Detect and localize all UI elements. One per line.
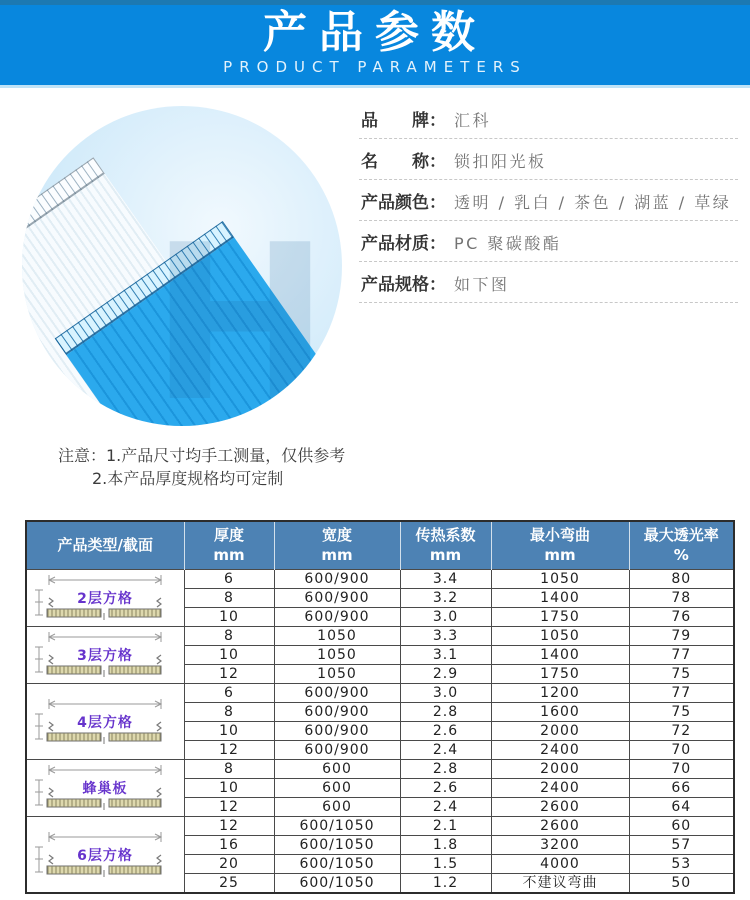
col-header-unit: mm (321, 545, 353, 564)
info-row-material (359, 221, 738, 262)
table-body (26, 570, 734, 894)
table-cell: 8 (184, 627, 274, 646)
table-cell: 3.0 (400, 608, 491, 627)
table-cell: 50 (629, 874, 734, 894)
col-header-thickness (184, 521, 274, 570)
col-header-label: 最大透光率 (643, 526, 719, 544)
product-image (0, 92, 355, 432)
note (58, 444, 750, 490)
table-cell: 600/900 (274, 589, 400, 608)
table-cell: 8 (184, 589, 274, 608)
table-cell: 10 (184, 646, 274, 665)
table-cell: 3.0 (400, 684, 491, 703)
table-cell: 2600 (491, 798, 629, 817)
table-cell: 10 (184, 608, 274, 627)
table-cell: 600/900 (274, 570, 400, 589)
info-value: PC 聚碳酸酯 (454, 234, 562, 253)
table-cell: 不建议弯曲 (491, 874, 629, 894)
col-header-heat-transfer (400, 521, 491, 570)
table-row (26, 627, 734, 646)
col-header-label: 产品类型/截面 (57, 535, 153, 554)
table-row (26, 817, 734, 836)
table-cell: 600/1050 (274, 855, 400, 874)
table-cell: 600/900 (274, 703, 400, 722)
table-cell: 60 (629, 817, 734, 836)
table-cell: 2.9 (400, 665, 491, 684)
table-cell: 1050 (491, 627, 629, 646)
watermark-letter: H (150, 198, 330, 426)
table-cell: 10 (184, 722, 274, 741)
section-diagram-icon (31, 630, 179, 680)
table-cell: 1050 (274, 646, 400, 665)
table-header-row (26, 521, 734, 570)
svg-text:蜂巢板: 蜂巢板 (82, 781, 128, 797)
table-cell: 1.5 (400, 855, 491, 874)
page-title: 产品参数 (263, 7, 487, 58)
table-cell: 2.6 (400, 779, 491, 798)
table-cell: 76 (629, 608, 734, 627)
banner (0, 0, 750, 88)
col-header-label: 传热系数 (415, 526, 476, 544)
info-value: 锁扣阳光板 (454, 152, 547, 171)
product-section (0, 88, 750, 432)
col-header-min-bend (491, 521, 629, 570)
table-cell: 3.2 (400, 589, 491, 608)
info-value: 透明 / 乳白 / 茶色 / 湖蓝 / 草绿 (454, 193, 732, 212)
table-cell: 64 (629, 798, 734, 817)
col-header-label: 厚度 (213, 526, 244, 544)
table-cell: 80 (629, 570, 734, 589)
info-row-spec (359, 262, 738, 303)
table-cell: 2000 (491, 760, 629, 779)
table-cell: 1750 (491, 665, 629, 684)
col-header-label: 宽度 (321, 526, 352, 544)
svg-text:6层方格: 6层方格 (77, 847, 134, 864)
section-cell-1 (26, 627, 184, 684)
table-cell: 1050 (491, 570, 629, 589)
table-cell: 2400 (491, 741, 629, 760)
page-subtitle: PRODUCT PARAMETERS (223, 58, 527, 76)
info-label: 产品颜色： (361, 193, 446, 213)
table-cell: 12 (184, 817, 274, 836)
table-cell: 600/900 (274, 608, 400, 627)
table-cell: 57 (629, 836, 734, 855)
col-header-unit: mm (544, 545, 576, 564)
table-row (26, 684, 734, 703)
table-cell: 66 (629, 779, 734, 798)
section-diagram-icon (31, 573, 179, 623)
table-cell: 8 (184, 703, 274, 722)
table-cell: 16 (184, 836, 274, 855)
table-cell: 600/1050 (274, 874, 400, 894)
note-line-1: 注意：1.产品尺寸均手工测量，仅供参考 (58, 446, 346, 465)
table-cell: 2400 (491, 779, 629, 798)
table-cell: 1600 (491, 703, 629, 722)
table-cell: 600/900 (274, 722, 400, 741)
info-label: 品 牌： (361, 111, 446, 131)
col-header-width (274, 521, 400, 570)
col-header-max-light (629, 521, 734, 570)
section-cell-3 (26, 760, 184, 817)
note-line-2: 2.本产品厚度规格均可定制 (92, 469, 284, 488)
section-diagram-icon (31, 830, 179, 880)
table-cell: 1.2 (400, 874, 491, 894)
col-header-unit: % (673, 545, 689, 564)
table-cell: 2.1 (400, 817, 491, 836)
table-cell: 600/1050 (274, 817, 400, 836)
table-cell: 600 (274, 779, 400, 798)
section-cell-0 (26, 570, 184, 627)
table-cell: 2000 (491, 722, 629, 741)
table-cell: 25 (184, 874, 274, 894)
table-cell: 600/900 (274, 741, 400, 760)
table-cell: 600 (274, 798, 400, 817)
info-row-color (359, 180, 738, 221)
table-cell: 4000 (491, 855, 629, 874)
col-header-type (26, 521, 184, 570)
table-cell: 1200 (491, 684, 629, 703)
table-cell: 2.4 (400, 741, 491, 760)
section-diagram-icon (31, 763, 179, 813)
table-cell: 70 (629, 760, 734, 779)
table-cell: 75 (629, 703, 734, 722)
table-row (26, 760, 734, 779)
svg-text:3层方格: 3层方格 (77, 648, 134, 664)
table-cell: 3.4 (400, 570, 491, 589)
table-cell: 12 (184, 741, 274, 760)
table-cell: 3200 (491, 836, 629, 855)
info-row-name (359, 139, 738, 180)
parameters-table (25, 520, 735, 894)
table-cell: 70 (629, 741, 734, 760)
table-cell: 3.1 (400, 646, 491, 665)
product-image-circle (22, 106, 342, 426)
table-cell: 600 (274, 760, 400, 779)
table-cell: 2.8 (400, 703, 491, 722)
svg-text:4层方格: 4层方格 (77, 714, 134, 731)
table-cell: 1050 (274, 627, 400, 646)
table-cell: 1400 (491, 646, 629, 665)
col-header-unit: mm (213, 545, 245, 564)
table-cell: 1.8 (400, 836, 491, 855)
info-label: 名 称： (361, 152, 446, 172)
section-cell-4 (26, 817, 184, 894)
product-info-list (359, 98, 738, 432)
table-cell: 78 (629, 589, 734, 608)
table-cell: 1050 (274, 665, 400, 684)
info-value: 如下图 (454, 275, 510, 294)
table-cell: 77 (629, 684, 734, 703)
table-cell: 2.6 (400, 722, 491, 741)
table-cell: 79 (629, 627, 734, 646)
info-label: 产品规格： (361, 275, 446, 295)
table-cell: 6 (184, 570, 274, 589)
table-cell: 8 (184, 760, 274, 779)
table-cell: 600/900 (274, 684, 400, 703)
col-header-unit: mm (429, 545, 462, 564)
svg-text:2层方格: 2层方格 (77, 591, 134, 607)
table-cell: 75 (629, 665, 734, 684)
table-cell: 6 (184, 684, 274, 703)
col-header-label: 最小弯曲 (529, 526, 590, 544)
table-cell: 10 (184, 779, 274, 798)
table-cell: 72 (629, 722, 734, 741)
table-cell: 1750 (491, 608, 629, 627)
section-cell-2 (26, 684, 184, 760)
info-row-brand (359, 98, 738, 139)
table-cell: 3.3 (400, 627, 491, 646)
table-cell: 53 (629, 855, 734, 874)
table-cell: 1400 (491, 589, 629, 608)
section-diagram-icon (31, 697, 179, 747)
table-cell: 12 (184, 665, 274, 684)
table-cell: 2.8 (400, 760, 491, 779)
table-row (26, 570, 734, 589)
table-cell: 77 (629, 646, 734, 665)
info-value: 汇科 (454, 111, 492, 130)
table-cell: 600/1050 (274, 836, 400, 855)
table-cell: 2.4 (400, 798, 491, 817)
info-label: 产品材质： (361, 234, 446, 254)
table-cell: 20 (184, 855, 274, 874)
table-cell: 2600 (491, 817, 629, 836)
table-cell: 12 (184, 798, 274, 817)
